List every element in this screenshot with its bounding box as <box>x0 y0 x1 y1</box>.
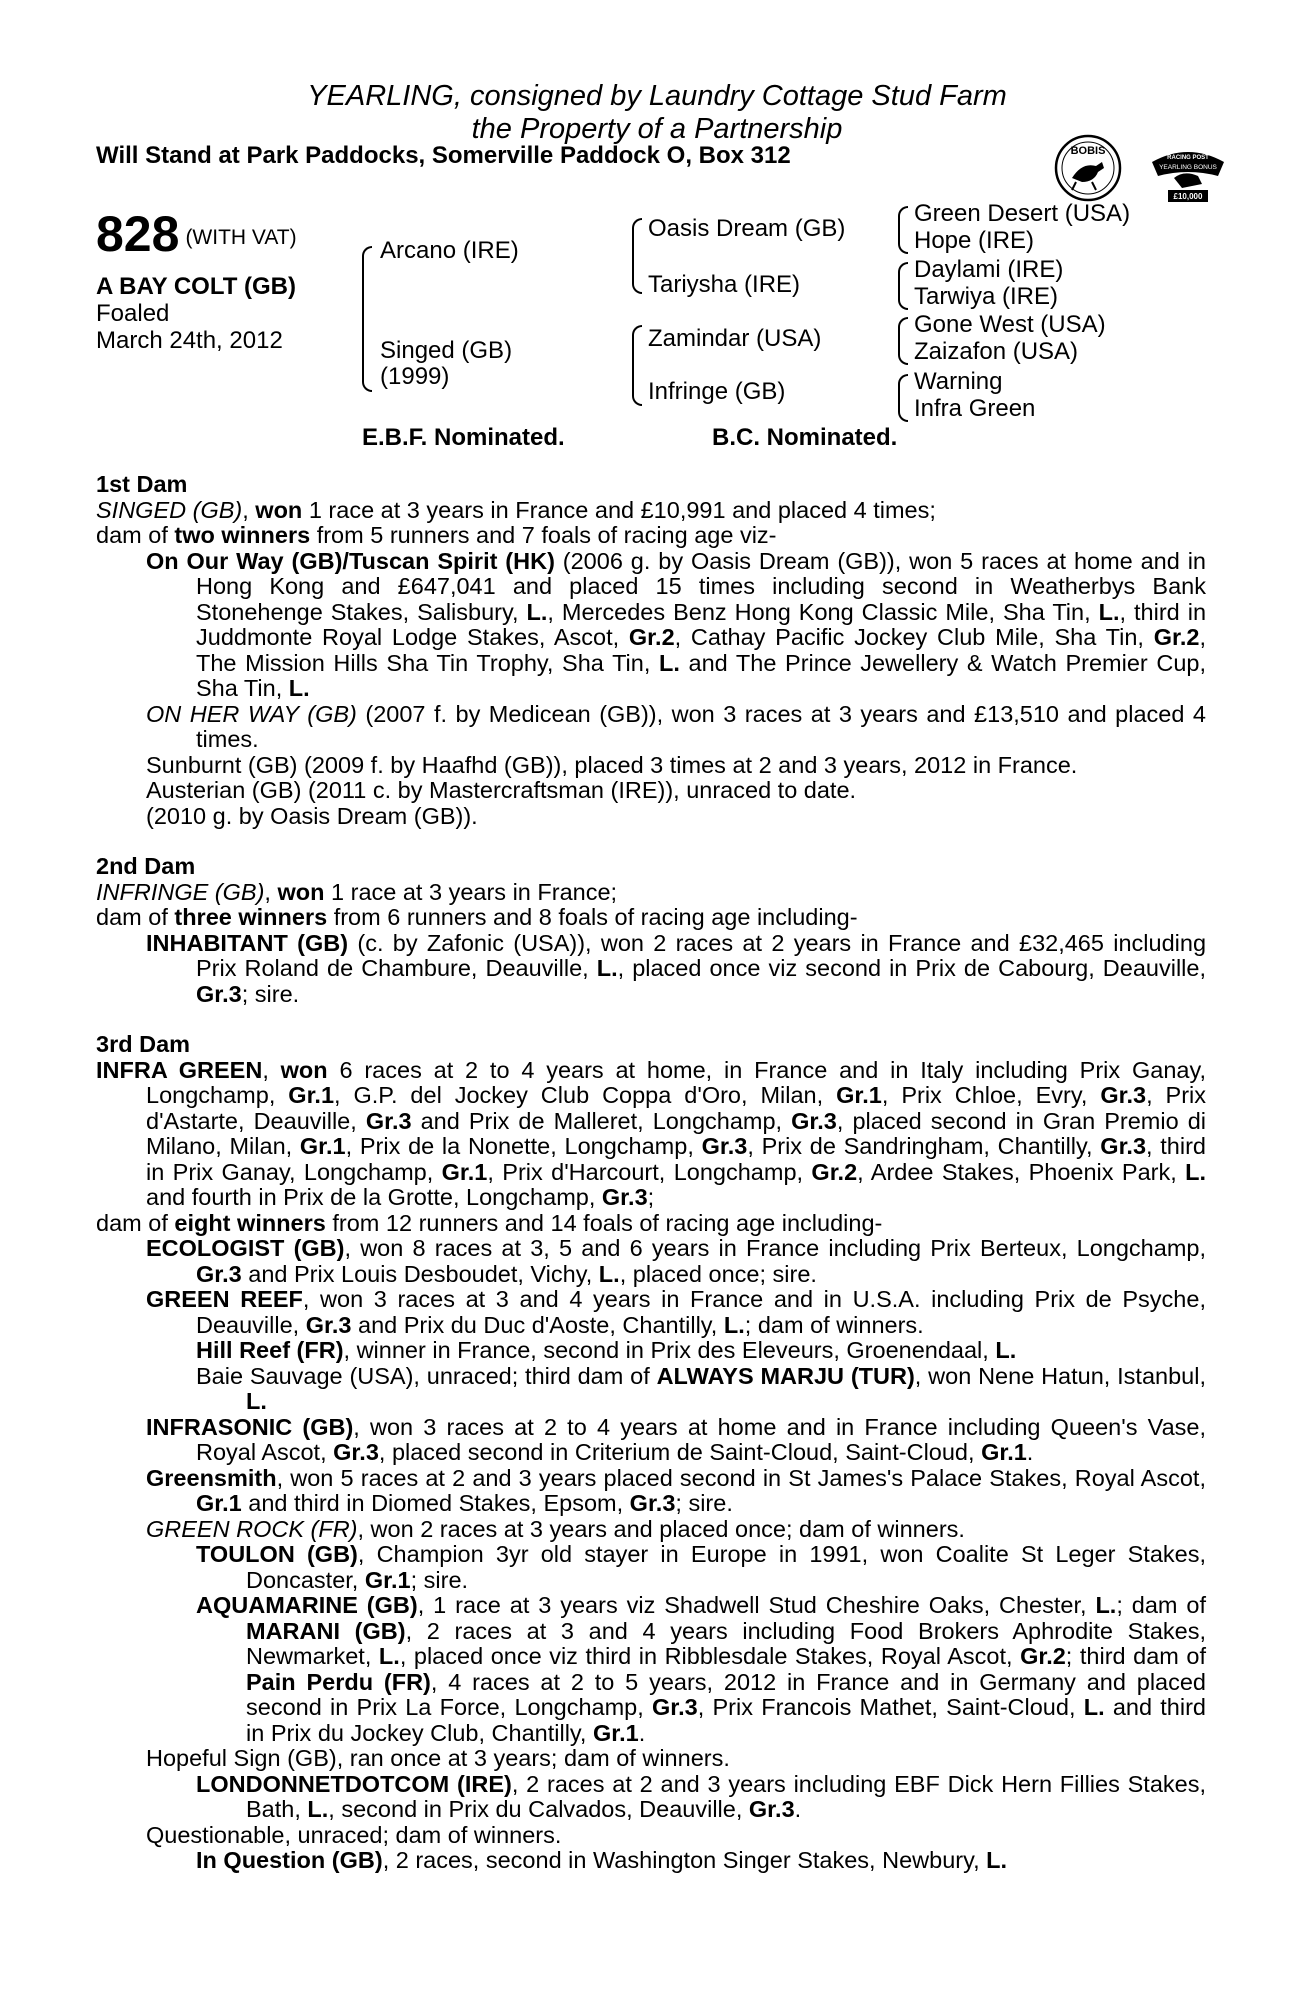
grade: Gr.3 <box>629 1490 676 1516</box>
text: ; sire. <box>410 1566 469 1593</box>
lot-title: A BAY COLT (GB) <box>96 273 297 300</box>
text: , Champion 3yr old stayer in Europe in 1991, won Coalite St Leger Stakes, Doncaster, <box>246 1541 1206 1593</box>
third-dam-line <box>96 1058 1206 1211</box>
text: , Prix de Sandringham, Chantilly, <box>747 1133 1101 1159</box>
grade: Gr.1 <box>836 1082 882 1108</box>
text: , <box>264 878 278 905</box>
produce-entry: Austerian (GB) (2011 c. by Mastercraftsman (IRE)), unraced to date. <box>146 777 857 803</box>
pedigree-dds: Warning <box>914 368 1003 395</box>
text: and Prix de Malleret, Longchamp, <box>411 1107 792 1134</box>
grade: L. <box>723 1311 745 1338</box>
horse-name: AQUAMARINE (GB) <box>196 1592 418 1618</box>
dam-name: INFRA GREEN <box>96 1056 263 1083</box>
pedigree-dam: Singed (GB) <box>380 337 513 364</box>
lot-number-value: 828 <box>96 206 180 262</box>
grade: L. <box>288 675 310 701</box>
dam-name: SINGED (GB) <box>96 496 243 523</box>
text: (c. by Zafonic (USA)), won 2 races at 2 years in France and £32,465 including Prix Roland de Chambure, Deauville, <box>196 929 1207 981</box>
text: , 2 races, second in Washington Singer Stakes, Newbury, <box>382 1847 987 1873</box>
horse-name: TOULON (GB) <box>196 1541 358 1567</box>
text: , third in Juddmonte Royal Lodge Stakes, Ascot, <box>196 598 1207 650</box>
stand-location: Will Stand at Park Paddocks, Somerville Paddock O, Box 312 <box>96 142 791 169</box>
grade: L. <box>1095 1592 1117 1618</box>
grade: Gr.3 <box>791 1107 837 1134</box>
produce-entry <box>96 1848 1206 1874</box>
third-dam-produce-summary <box>96 1211 1206 1237</box>
horse-name: ALWAYS MARJU (TUR) <box>656 1362 915 1389</box>
produce-entry: Sunburnt (GB) (2009 f. by Haafhd (GB)), placed 3 times at 2 and 3 years, 2012 in France. <box>146 751 1078 778</box>
text: and third in Prix du Jockey Club, Chantilly, <box>246 1694 1206 1746</box>
text: , second in Prix du Calvados, Deauville, <box>328 1796 749 1822</box>
text: , Mercedes Benz Hong Kong Classic Mile, Sha Tin, <box>547 598 1099 625</box>
horse-name: In Question (GB) <box>196 1847 383 1873</box>
text: ; sire. <box>241 980 300 1007</box>
text: , won 3 races at 2 to 4 years at home and in France including Queen's Vase, Royal Ascot, <box>196 1413 1206 1465</box>
won-label: won <box>280 1056 328 1083</box>
produce-entry <box>96 1415 1206 1466</box>
grade: L. <box>986 1847 1008 1873</box>
produce-entry <box>96 1772 1206 1823</box>
second-dam-produce-summary <box>96 905 1206 931</box>
third-dam-heading: 3rd Dam <box>96 1031 191 1057</box>
pedigree-sds: Daylami (IRE) <box>914 256 1064 283</box>
first-dam-line <box>96 498 1206 524</box>
produce-entry <box>96 1517 1206 1543</box>
produce-entry <box>96 702 1206 753</box>
grade: Gr.1 <box>441 1158 488 1185</box>
produce-entry <box>96 1338 1206 1364</box>
text: from 6 runners and 8 foals of racing age including- <box>327 904 858 930</box>
produce-entry: (2010 g. by Oasis Dream (GB)). <box>146 802 478 829</box>
pedigree-ddd: Infra Green <box>914 395 1036 422</box>
grade: Gr.1 <box>592 1719 639 1746</box>
text: , <box>262 1056 281 1083</box>
grade: L. <box>307 1796 329 1822</box>
foaled-date: March 24th, 2012 <box>96 327 283 354</box>
pedigree-brace-6 <box>898 317 908 365</box>
text: from 5 runners and 7 foals of racing age viz- <box>310 522 777 548</box>
text: , placed once viz third in Ribblesdale Stakes, Royal Ascot, <box>399 1643 1021 1669</box>
grade: L. <box>246 1388 267 1414</box>
bonus-badge-line2: YEARLING BONUS <box>1159 164 1217 171</box>
grade: Gr.3 <box>701 1133 748 1159</box>
horse-name: INFRASONIC (GB) <box>146 1413 354 1440</box>
pedigree-dam-year: (1999) <box>380 363 450 390</box>
pedigree-brace-5 <box>898 262 908 310</box>
text: , G.P. del Jockey Club Coppa d'Oro, Milan, <box>334 1082 837 1108</box>
produce-entry <box>96 1364 1206 1415</box>
pedigree-brace-4 <box>898 206 908 254</box>
text: (2007 f. by Medicean (GB)), won 3 races at 3 years and £13,510 and placed 4 times. <box>196 700 1206 752</box>
text: , won Nene Hatun, Istanbul, <box>914 1362 1206 1389</box>
text: dam of <box>96 904 175 930</box>
text: , 4 races at 2 to 5 years, 2012 in France and in Germany and placed second in Prix La Force, Longchamp, <box>246 1668 1207 1720</box>
produce-entry: Hopeful Sign (GB), ran once at 3 years; dam of winners. <box>146 1745 730 1771</box>
winners-count: two winners <box>174 522 311 548</box>
grade: Gr.2 <box>1153 624 1200 650</box>
text: from 12 runners and 14 foals of racing age including- <box>325 1209 883 1236</box>
first-dam-produce-summary <box>96 523 1206 549</box>
text: , placed once viz second in Prix de Cabourg, Deauville, <box>617 955 1206 981</box>
grade: Gr.3 <box>365 1107 412 1134</box>
vat-note: (WITH VAT) <box>185 225 297 249</box>
text: , 2 races at 3 and 4 years including Food Brokers Aphrodite Stakes, Newmarket, <box>246 1617 1206 1669</box>
horse-name: LONDONNETDOTCOM (IRE) <box>196 1770 512 1797</box>
horse-name: MARANI (GB) <box>246 1617 406 1644</box>
second-dam-line <box>96 880 1206 906</box>
produce-entry <box>96 1542 1206 1593</box>
text: , Prix Chloe, Evry, <box>881 1082 1101 1108</box>
grade: L. <box>1083 1694 1105 1720</box>
ebf-nominated: E.B.F. Nominated. <box>362 424 565 451</box>
text: ; dam of winners. <box>744 1311 924 1338</box>
text: Baie Sauvage (USA), unraced; third dam of <box>196 1362 657 1389</box>
won-label: won <box>255 496 303 523</box>
pedigree-brace-2 <box>632 218 642 294</box>
dam-name: INFRINGE (GB) <box>96 878 265 905</box>
yearling-bonus-badge-icon <box>1148 140 1228 204</box>
text: , won 5 races at 2 and 3 years placed second in St James's Palace Stakes, Royal Ascot, <box>276 1464 1206 1491</box>
grade: L. <box>1185 1158 1207 1185</box>
bobis-logo-icon <box>1052 132 1124 204</box>
text: (2006 g. by Oasis Dream (GB)), won 5 races at home and in Hong Kong and £647,041 and placed 15 times including second in Weatherbys Bank Stonehenge Stakes, Salisbury, <box>196 547 1207 625</box>
horse-name: ON HER WAY (GB) <box>146 700 357 727</box>
produce-entry <box>96 1593 1206 1746</box>
grade: Gr.1 <box>196 1490 242 1516</box>
text: , won 2 races at 3 years and placed once; dam of winners. <box>357 1515 965 1542</box>
grade: Gr.1 <box>981 1439 1027 1465</box>
text: dam of <box>96 522 175 548</box>
text: , 2 races at 2 and 3 years including EBF Dick Hern Fillies Stakes, Bath, <box>246 1770 1206 1822</box>
text: and fourth in Prix de la Grotte, Longchamp, <box>146 1184 602 1210</box>
grade: Gr.3 <box>196 1260 242 1287</box>
text: and Prix du Duc d'Aoste, Chantilly, <box>351 1311 724 1338</box>
text: , third in Prix Ganay, Longchamp, <box>146 1133 1206 1185</box>
text: ; <box>647 1184 655 1210</box>
grade: Gr.3 <box>1100 1082 1147 1108</box>
won-label: won <box>277 878 325 905</box>
grade: L. <box>596 955 618 981</box>
horse-name: INHABITANT (GB) <box>146 929 349 956</box>
bonus-badge-line1: RACING POST <box>1167 155 1209 161</box>
text: , placed once; sire. <box>619 1260 817 1287</box>
text: , Ardee Stakes, Phoenix Park, <box>857 1158 1186 1185</box>
pedigree-sire: Arcano (IRE) <box>380 237 519 264</box>
grade: L. <box>659 649 680 676</box>
bc-nominated: B.C. Nominated. <box>712 424 898 451</box>
grade: Gr.3 <box>652 1694 698 1720</box>
pedigree-dam-dam: Infringe (GB) <box>648 378 786 405</box>
grade: Gr.1 <box>364 1566 411 1593</box>
text: , won 8 races at 3, 5 and 6 years in France including Prix Berteux, Longchamp, <box>344 1235 1206 1261</box>
text: , Prix d'Harcourt, Longchamp, <box>487 1158 812 1185</box>
bobis-logo-text: BOBIS <box>1070 145 1106 157</box>
horse-name: Greensmith <box>146 1464 277 1491</box>
grade: Gr.2 <box>811 1158 858 1185</box>
pedigree-ssd: Hope (IRE) <box>914 227 1035 254</box>
pedigree-dss: Gone West (USA) <box>914 311 1106 338</box>
text: , winner in France, second in Prix des Eleveurs, Groenendaal, <box>343 1337 996 1363</box>
dam-details <box>96 472 1206 1874</box>
pedigree-dsd: Zaizafon (USA) <box>914 338 1079 365</box>
text: , Prix d'Astarte, Deauville, <box>146 1082 1207 1134</box>
header-subtitle: the Property of a Partnership <box>471 113 843 145</box>
grade: L. <box>526 598 548 625</box>
pedigree-sire-dam: Tariysha (IRE) <box>648 271 801 298</box>
second-dam-heading: 2nd Dam <box>96 853 196 879</box>
horse-name: On Our Way (GB)/Tuscan Spirit (HK) <box>146 547 555 574</box>
text: , <box>242 496 256 523</box>
pedigree-sss: Green Desert (USA) <box>914 200 1131 227</box>
produce-entry: Questionable, unraced; dam of winners. <box>146 1821 562 1848</box>
grade: Gr.2 <box>628 624 675 650</box>
pedigree-sire-sire: Oasis Dream (GB) <box>648 215 846 242</box>
text: , won 3 races at 3 and 4 years in France and in U.S.A. including Prix de Psyche, Deauville, <box>196 1286 1206 1338</box>
grade: L. <box>1098 598 1120 625</box>
pedigree-brace-1 <box>362 246 372 392</box>
text: . <box>794 1796 802 1822</box>
text: ; dam of <box>1116 1592 1206 1618</box>
horse-name: GREEN REEF <box>146 1286 303 1312</box>
winners-count: three winners <box>174 904 328 930</box>
grade: Gr.1 <box>299 1133 346 1159</box>
pedigree-sdd: Tarwiya (IRE) <box>914 283 1059 310</box>
text: , 1 race at 3 years viz Shadwell Stud Cheshire Oaks, Chester, <box>417 1592 1096 1618</box>
grade: L. <box>995 1337 1017 1363</box>
grade: Gr.3 <box>196 980 242 1007</box>
bonus-badge-amount: £10,000 <box>1173 192 1203 201</box>
text: ; sire. <box>675 1490 733 1516</box>
text: . <box>1026 1439 1034 1465</box>
pedigree-brace-7 <box>898 374 908 422</box>
horse-name: Hill Reef (FR) <box>196 1337 344 1363</box>
produce-entry <box>96 1466 1206 1517</box>
grade: L. <box>378 1643 400 1669</box>
produce-entry <box>96 549 1206 702</box>
grade: Gr.3 <box>748 1796 795 1822</box>
text: , Prix Francois Mathet, Saint-Cloud, <box>697 1694 1084 1720</box>
produce-entry <box>96 1287 1206 1338</box>
grade: Gr.3 <box>333 1439 379 1465</box>
produce-entry <box>96 931 1206 1008</box>
header-title: YEARLING, consigned by Laundry Cottage Stud Farm <box>307 80 1007 112</box>
text: . <box>638 1719 646 1746</box>
text: , placed second in Gran Premio di Milano, Milan, <box>146 1107 1206 1159</box>
grade: Gr.3 <box>601 1184 648 1210</box>
text: and third in Diomed Stakes, Epsom, <box>241 1490 630 1516</box>
first-dam-heading: 1st Dam <box>96 471 188 497</box>
text: , Cathay Pacific Jockey Club Mile, Sha Tin, <box>674 624 1154 650</box>
grade: Gr.3 <box>305 1311 352 1338</box>
pedigree-brace-3 <box>632 325 642 406</box>
text: 1 race at 3 years in France and £10,991 and placed 4 times; <box>302 496 936 523</box>
pedigree-dam-sire: Zamindar (USA) <box>648 325 822 352</box>
text: dam of <box>96 1209 175 1236</box>
horse-name: ECOLOGIST (GB) <box>146 1235 345 1261</box>
grade: L. <box>598 1260 620 1287</box>
text: 1 race at 3 years in France; <box>324 878 618 905</box>
grade: Gr.2 <box>1020 1643 1066 1669</box>
grade: Gr.1 <box>288 1082 335 1108</box>
text: and Prix Louis Desboudet, Vichy, <box>241 1260 599 1287</box>
produce-entry <box>96 1236 1206 1287</box>
text: , placed second in Criterium de Saint-Cloud, Saint-Cloud, <box>378 1439 982 1465</box>
lot-number <box>96 205 297 263</box>
text: and The Prince Jewellery & Watch Premier Cup, Sha Tin, <box>196 649 1207 701</box>
text: , The Mission Hills Sha Tin Trophy, Sha Tin, <box>196 624 1206 676</box>
text: ; third dam of <box>1065 1643 1207 1669</box>
grade: Gr.3 <box>1100 1133 1147 1159</box>
foaled-label: Foaled <box>96 300 170 327</box>
winners-count: eight winners <box>174 1209 326 1236</box>
lot-info <box>96 273 296 354</box>
text: 6 races at 2 to 4 years at home, in France and in Italy including Prix Ganay, Longchamp, <box>146 1056 1206 1108</box>
text: , Prix de la Nonette, Longchamp, <box>345 1133 702 1159</box>
horse-name: Pain Perdu (FR) <box>246 1668 431 1695</box>
horse-name: GREEN ROCK (FR) <box>146 1515 358 1542</box>
